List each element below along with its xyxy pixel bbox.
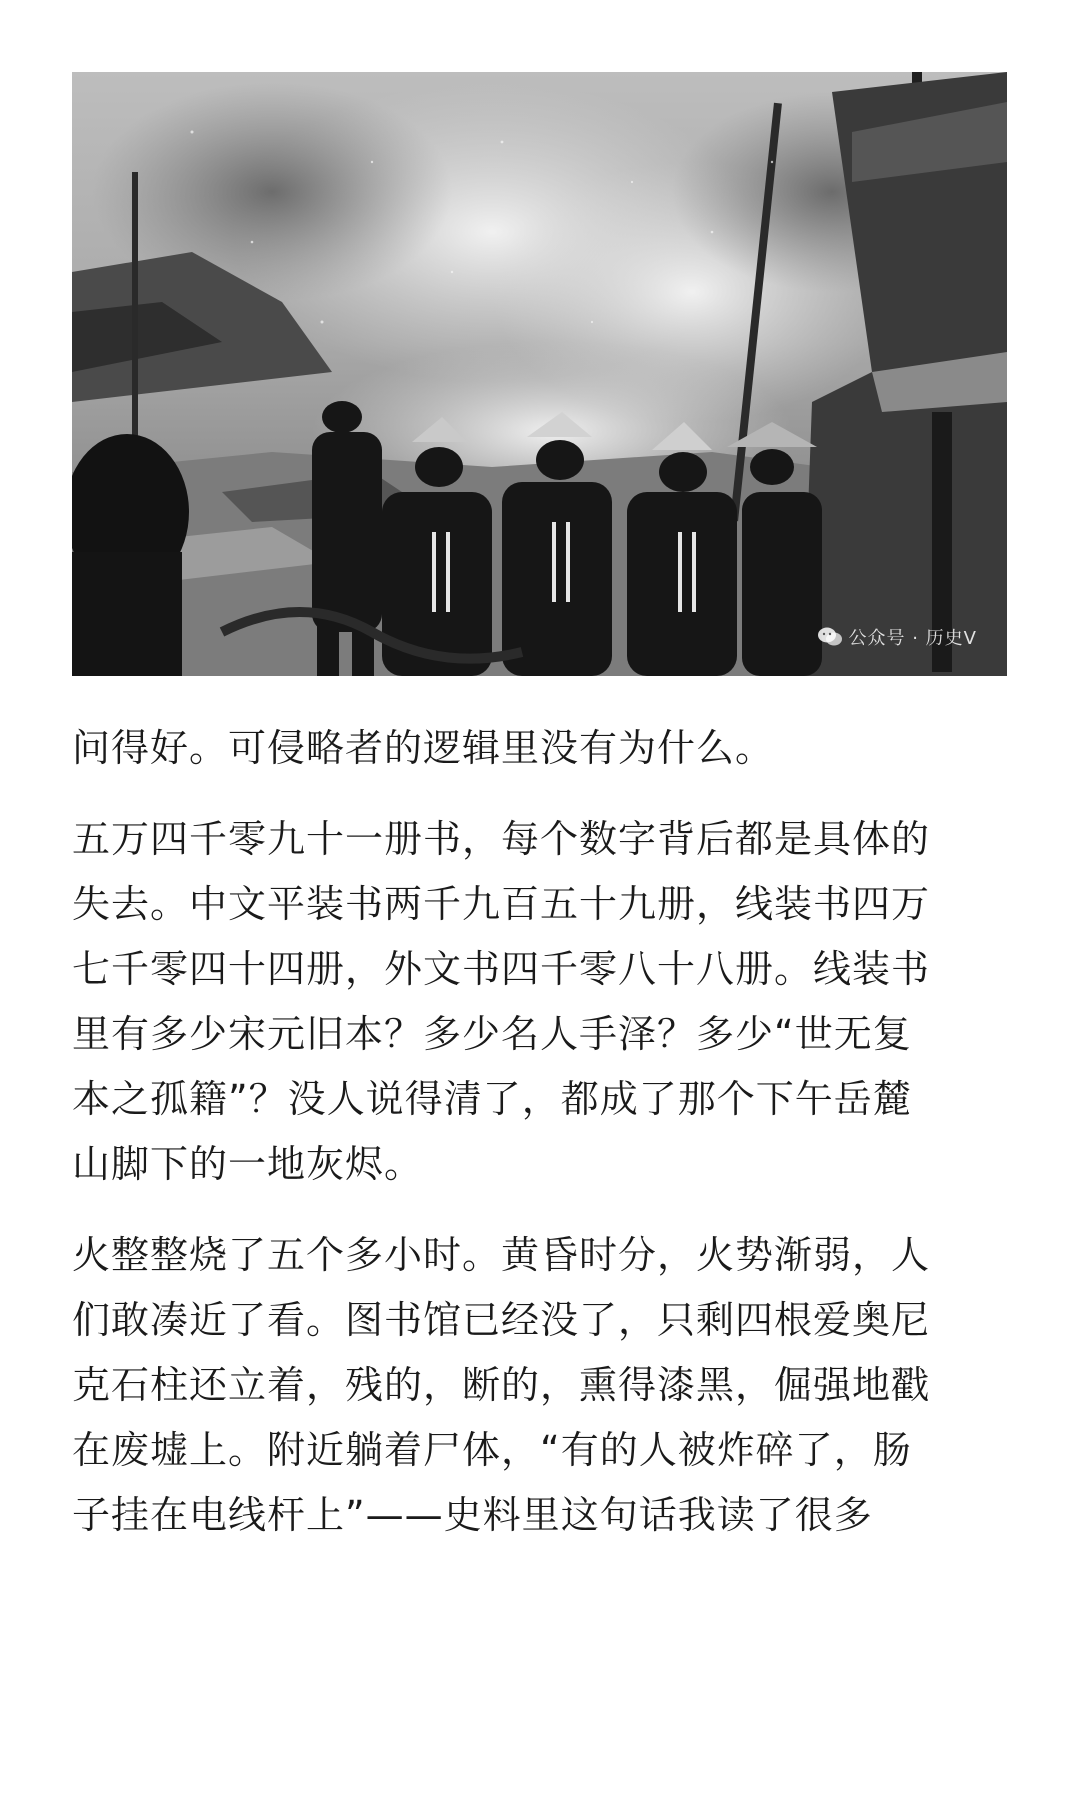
- paragraph: [72, 807, 1012, 1197]
- article-photo: [72, 72, 1007, 676]
- paragraph: [72, 716, 1012, 781]
- paragraph-line: 本之孤籍”？没人说得清了，都成了那个下午岳麓: [72, 1077, 912, 1121]
- article-body: [72, 716, 1012, 1574]
- paragraph-line: 失去。中文平装书两千九百五十九册，线装书四万: [72, 882, 931, 926]
- paragraph-line: 五万四千零九十一册书，每个数字背后都是具体的: [72, 817, 931, 861]
- firefighters-photo-illustration: [72, 72, 1007, 676]
- photo-watermark: [817, 624, 977, 650]
- paragraph-line: 里有多少宋元旧本？多少名人手泽？多少“世无复: [72, 1012, 912, 1056]
- watermark-text: 公众号 · 历史V: [848, 628, 977, 649]
- paragraph-line: 子挂在电线杆上”——史料里这句话我读了很多: [72, 1493, 873, 1537]
- paragraph-line: 火整整烧了五个多小时。黄昏时分，火势渐弱，人: [72, 1233, 931, 1277]
- paragraph-line: 山脚下的一地灰烬。: [72, 1142, 424, 1186]
- paragraph-line: 们敢凑近了看。图书馆已经没了，只剩四根爱奥尼: [72, 1298, 931, 1342]
- paragraph-line: 七千零四十四册，外文书四千零八十八册。线装书: [72, 947, 931, 991]
- wechat-icon: [817, 626, 843, 648]
- paragraph-line: 克石柱还立着，残的，断的，熏得漆黑，倔强地戳: [72, 1363, 931, 1407]
- paragraph-line: 在废墟上。附近躺着尸体，“有的人被炸碎了，肠: [72, 1428, 912, 1472]
- paragraph: [72, 1223, 1012, 1548]
- paragraph-line: 问得好。可侵略者的逻辑里没有为什么。: [72, 726, 775, 770]
